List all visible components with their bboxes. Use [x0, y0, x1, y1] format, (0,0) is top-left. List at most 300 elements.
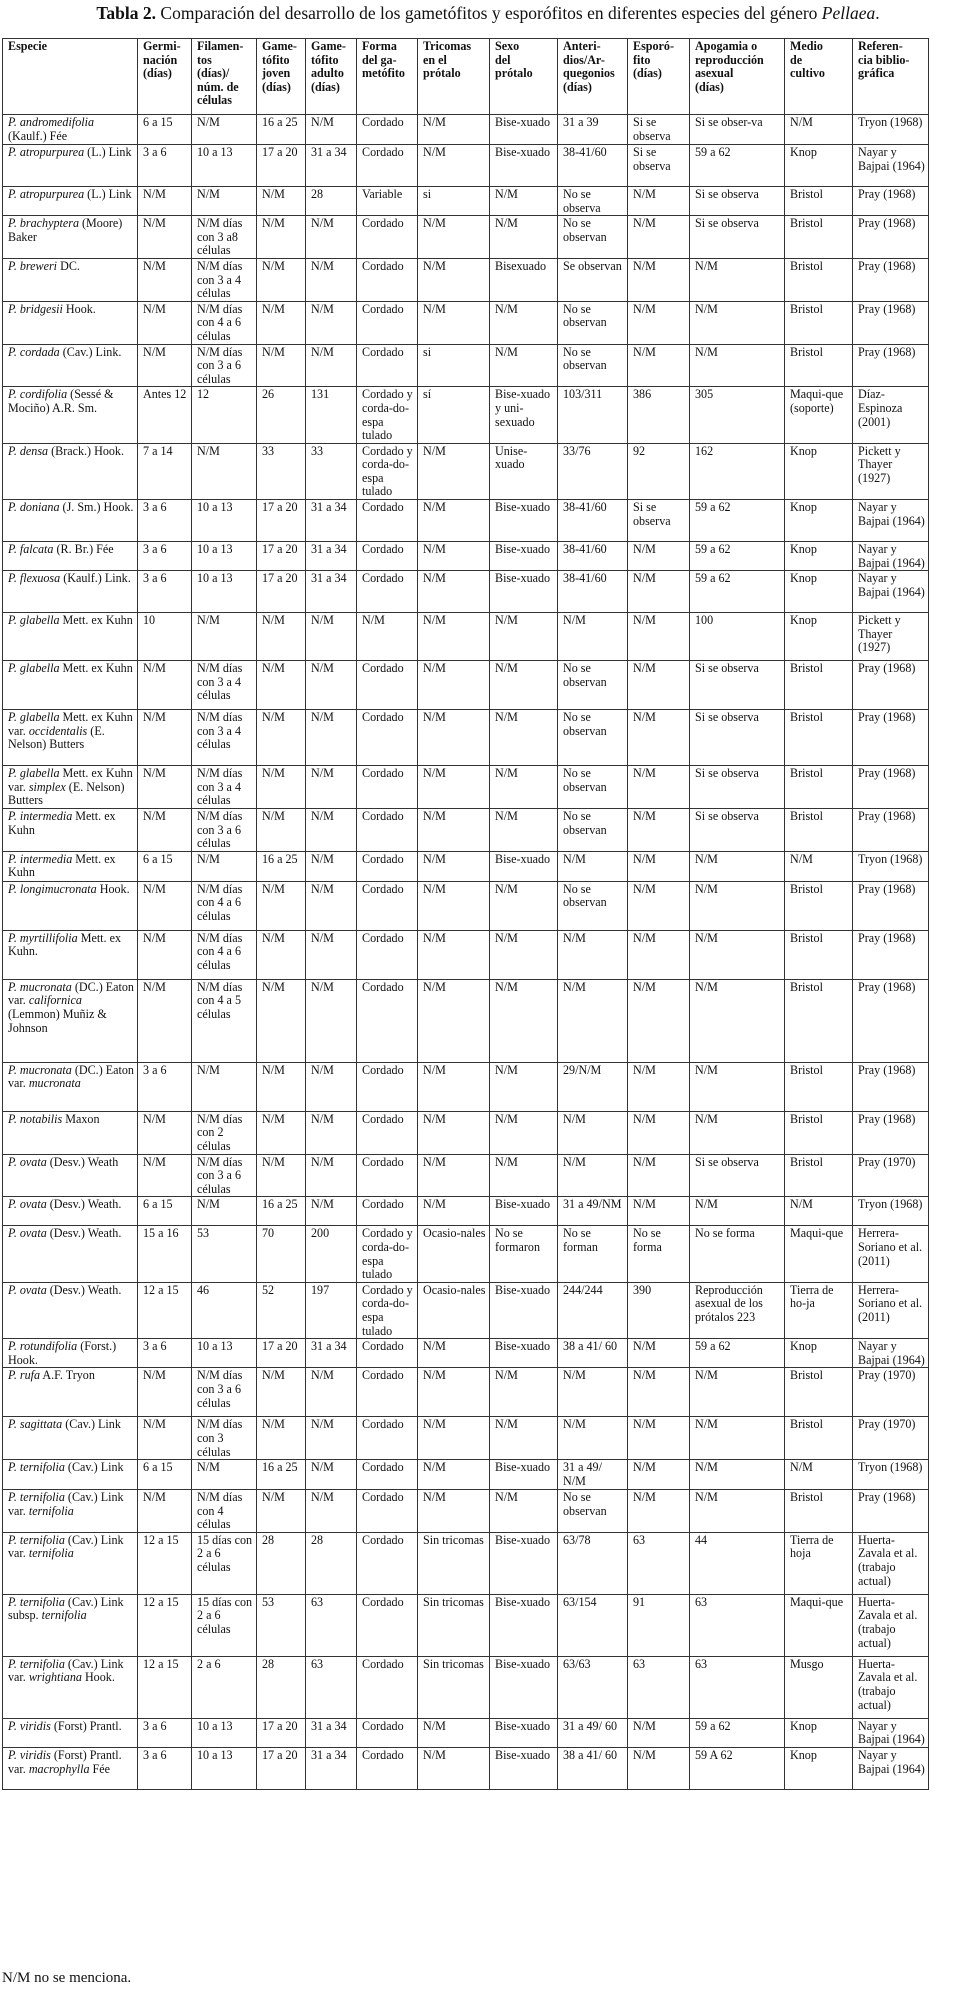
data-cell: N/M	[490, 613, 558, 661]
data-cell: 100	[690, 613, 785, 661]
data-cell: Bristol	[785, 187, 853, 216]
data-cell: 16 a 25	[257, 1197, 306, 1226]
caption-end: .	[875, 3, 880, 23]
data-cell: N/M	[490, 1154, 558, 1197]
table-row	[3, 1368, 929, 1417]
data-cell: N/M	[138, 258, 192, 301]
data-cell: Cordado	[357, 881, 418, 930]
data-cell: N/M	[138, 1368, 192, 1417]
species-author: (L.) Link	[84, 187, 132, 201]
data-cell: Nayar y Bajpai (1964)	[853, 1339, 929, 1368]
data-cell: N/M	[138, 1417, 192, 1460]
data-cell: N/M	[490, 301, 558, 344]
data-cell: 162	[690, 443, 785, 499]
species-name-italic: P. atropurpurea	[8, 187, 85, 201]
data-cell: N/M días con 4 células	[192, 1490, 257, 1533]
data-cell: N/M	[690, 1417, 785, 1460]
data-cell: 53	[257, 1594, 306, 1656]
data-cell: Ocasio-nales	[418, 1282, 490, 1338]
data-cell: Bise-xuado	[490, 145, 558, 187]
data-cell: N/M	[138, 1490, 192, 1533]
table-row	[3, 809, 929, 852]
species-author: Mett. ex Kuhn	[59, 613, 133, 628]
data-cell: Huerta-Zavala et al. (trabajo actual)	[853, 1532, 929, 1594]
data-cell: 59 a 62	[690, 500, 785, 542]
species-cell	[3, 1368, 138, 1417]
data-cell: Bristol	[785, 881, 853, 930]
species-name-italic: P. ovata	[8, 1226, 47, 1241]
data-cell: Bristol	[785, 979, 853, 1062]
data-cell: N/M	[418, 1490, 490, 1533]
species-name-italic: P. ternifolia	[8, 1656, 65, 1671]
species-author: (Desv.) Weath.	[46, 1282, 122, 1297]
data-cell: Pray (1968)	[853, 344, 929, 387]
data-cell: N/M	[138, 766, 192, 809]
data-cell: 3 a 6	[138, 145, 192, 187]
species-name-italic: P. longimucronata	[8, 881, 97, 896]
data-cell: N/M	[628, 258, 690, 301]
column-header: Medio de cultivo	[785, 39, 853, 115]
data-cell: N/M	[690, 881, 785, 930]
data-cell: N/M	[558, 1111, 628, 1154]
data-cell: N/M	[257, 301, 306, 344]
species-cell	[3, 115, 138, 145]
species-name-italic: ternifolia	[41, 1608, 87, 1623]
data-cell: Bise-xuado	[490, 1748, 558, 1790]
data-cell: No se observa	[558, 187, 628, 216]
species-cell	[3, 661, 138, 710]
data-cell: N/M	[418, 1368, 490, 1417]
data-cell: Cordado	[357, 1490, 418, 1533]
table-row	[3, 710, 929, 766]
data-cell: N/M	[418, 710, 490, 766]
species-author: (E. Nelson) Butters	[8, 723, 105, 752]
data-cell: 3 a 6	[138, 1062, 192, 1111]
data-cell: 38-41/60	[558, 500, 628, 542]
species-name-italic: P. andromedifolia	[8, 115, 95, 129]
data-cell: Knop	[785, 1718, 853, 1747]
table-row	[3, 387, 929, 443]
data-cell: Cordado	[357, 258, 418, 301]
data-cell: 12 a 15	[138, 1594, 192, 1656]
species-cell	[3, 542, 138, 571]
data-cell: 12 a 15	[138, 1532, 192, 1594]
data-cell: N/M	[138, 344, 192, 387]
data-cell: N/M	[628, 542, 690, 571]
data-cell: Knop	[785, 145, 853, 187]
data-cell: Cordado	[357, 809, 418, 852]
species-author: (Cav.) Link.	[59, 344, 122, 359]
data-cell: Pray (1968)	[853, 809, 929, 852]
species-name-italic: P. atropurpurea	[8, 145, 85, 159]
data-cell: 17 a 20	[257, 1339, 306, 1368]
data-cell: Nayar y Bajpai (1964)	[853, 1718, 929, 1747]
species-author: (Cav.) Link var.	[8, 1490, 124, 1518]
species-author: Maxon	[62, 1111, 100, 1126]
data-cell: N/M	[138, 1154, 192, 1197]
data-cell: Knop	[785, 542, 853, 571]
data-cell: N/M	[628, 301, 690, 344]
data-cell: Bise-xuado	[490, 1339, 558, 1368]
data-cell: 10 a 13	[192, 500, 257, 542]
data-cell: 197	[306, 1282, 357, 1338]
data-cell: N/M	[490, 1368, 558, 1417]
data-cell: N/M	[306, 809, 357, 852]
data-cell: Bristol	[785, 258, 853, 301]
data-cell: N/M	[138, 301, 192, 344]
species-name-italic: P. mucronata	[8, 979, 72, 994]
data-cell: N/M	[690, 979, 785, 1062]
data-cell: Cordado	[357, 1417, 418, 1460]
data-cell: 31 a 34	[306, 571, 357, 613]
data-cell: No se observan	[558, 1490, 628, 1533]
data-cell: 12	[192, 387, 257, 443]
data-cell: N/M	[418, 1339, 490, 1368]
species-name-italic: P. glabella	[8, 766, 60, 781]
data-cell: Cordado	[357, 979, 418, 1062]
data-cell: N/M	[628, 1111, 690, 1154]
data-cell: Bise-xuado	[490, 1532, 558, 1594]
species-author: (Brack.) Hook.	[48, 443, 124, 458]
data-cell: 59 A 62	[690, 1748, 785, 1790]
data-cell: N/M	[558, 979, 628, 1062]
species-cell	[3, 851, 138, 881]
data-cell: N/M	[628, 1368, 690, 1417]
table-row	[3, 216, 929, 259]
data-cell: N/M	[418, 1417, 490, 1460]
data-cell: Sin tricomas	[418, 1656, 490, 1718]
column-header: Especie	[3, 39, 138, 115]
data-cell: 63/154	[558, 1594, 628, 1656]
data-cell: Tierra de hoja	[785, 1532, 853, 1594]
data-cell: N/M	[192, 613, 257, 661]
data-cell: 33	[257, 443, 306, 499]
data-cell: Bise-xuado	[490, 1718, 558, 1747]
species-name-italic: P. viridis	[8, 1718, 51, 1733]
data-cell: N/M	[138, 710, 192, 766]
data-cell: 17 a 20	[257, 500, 306, 542]
table-row	[3, 613, 929, 661]
species-author: Hook.	[96, 881, 130, 896]
data-cell: 15 días con 2 a 6 células	[192, 1532, 257, 1594]
data-cell: N/M	[306, 1460, 357, 1490]
data-cell: No se observan	[558, 344, 628, 387]
data-cell: Cordado	[357, 1154, 418, 1197]
data-cell: Cordado	[357, 710, 418, 766]
column-header: Germi- nación (días)	[138, 39, 192, 115]
species-author: Mett. ex Kuhn var.	[8, 710, 133, 738]
data-cell: No se observan	[558, 661, 628, 710]
species-cell	[3, 443, 138, 499]
data-cell: N/M	[418, 881, 490, 930]
header-row	[3, 39, 929, 115]
data-cell: N/M	[628, 1748, 690, 1790]
data-cell: N/M	[785, 1197, 853, 1226]
data-cell: Bise-xuado	[490, 1594, 558, 1656]
species-author: (Cav.) Link subsp.	[8, 1594, 124, 1623]
data-cell: N/M	[418, 1197, 490, 1226]
data-cell: Herrera-Soriano et al. (2011)	[853, 1282, 929, 1338]
species-author: Mett. ex Kuhn	[59, 661, 133, 676]
data-cell: Cordado	[357, 1197, 418, 1226]
species-name-italic: P. ternifolia	[8, 1460, 65, 1475]
data-cell: Bristol	[785, 1417, 853, 1460]
data-cell: N/M	[306, 258, 357, 301]
data-cell: N/M	[628, 766, 690, 809]
species-author: (DC.) Eaton var.	[8, 1062, 134, 1091]
data-cell: N/M	[418, 500, 490, 542]
data-cell: N/M días con 4 a 6 células	[192, 301, 257, 344]
species-author: (Cav.) Link	[62, 1417, 121, 1432]
species-name-italic: P. bridgesii	[8, 301, 63, 316]
species-name-italic: mucronata	[28, 1076, 81, 1091]
species-author: (Desv.) Weath.	[46, 1226, 122, 1241]
table-row	[3, 766, 929, 809]
data-cell: 17 a 20	[257, 571, 306, 613]
data-cell: Bise-xuado	[490, 1282, 558, 1338]
data-cell: Bise-xuado	[490, 851, 558, 881]
data-cell: N/M	[192, 443, 257, 499]
data-cell: Bristol	[785, 301, 853, 344]
table-row	[3, 1718, 929, 1747]
species-name-italic: P. cordifolia	[8, 387, 68, 402]
species-name-italic: P. ovata	[8, 1282, 47, 1297]
data-cell: N/M	[628, 710, 690, 766]
data-cell: 3 a 6	[138, 500, 192, 542]
data-cell: 15 días con 2 a 6 células	[192, 1594, 257, 1656]
table-row	[3, 1111, 929, 1154]
table-row	[3, 1282, 929, 1338]
data-cell: N/M	[418, 766, 490, 809]
species-name-italic: P. densa	[8, 443, 49, 458]
species-cell	[3, 1594, 138, 1656]
species-author: Mett. ex Kuhn	[8, 851, 116, 880]
data-cell: 31 a 39	[558, 115, 628, 145]
data-cell: Cordado	[357, 661, 418, 710]
species-cell	[3, 1532, 138, 1594]
table-row	[3, 661, 929, 710]
data-cell: Cordado y corda-do-espa tulado	[357, 1282, 418, 1338]
species-cell	[3, 613, 138, 661]
data-cell: 26	[257, 387, 306, 443]
data-cell: N/M	[192, 187, 257, 216]
species-author: (Sessé & Mociño) A.R. Sm.	[8, 387, 114, 415]
data-cell: N/M	[628, 344, 690, 387]
species-cell	[3, 1656, 138, 1718]
footnote: N/M no se menciona.	[2, 1970, 132, 1986]
species-author: Mett. ex Kuhn var.	[8, 766, 133, 794]
data-cell: 63/78	[558, 1532, 628, 1594]
table-row	[3, 571, 929, 613]
data-cell: N/M	[628, 1154, 690, 1197]
data-cell: N/M	[257, 661, 306, 710]
table-row	[3, 1339, 929, 1368]
data-cell: No se forman	[558, 1226, 628, 1282]
table-body	[3, 115, 929, 1790]
data-cell: 10 a 13	[192, 1339, 257, 1368]
data-cell: 2 a 6	[192, 1656, 257, 1718]
species-cell	[3, 500, 138, 542]
data-cell: N/M	[306, 930, 357, 979]
data-cell: 200	[306, 1226, 357, 1282]
data-cell: N/M días con 2 células	[192, 1111, 257, 1154]
species-name-italic: P. rufa	[8, 1368, 41, 1383]
data-cell: Si se obser-va	[690, 115, 785, 145]
data-cell: N/M	[257, 766, 306, 809]
data-cell: N/M días con 3 a 4 células	[192, 661, 257, 710]
column-header: Anteri- dios/Ar- quegonios (días)	[558, 39, 628, 115]
data-cell: Knop	[785, 443, 853, 499]
species-author: (E. Nelson) Butters	[8, 779, 125, 808]
species-author: Hook.	[81, 1670, 115, 1685]
data-cell: 59 a 62	[690, 542, 785, 571]
species-author: A.F. Tryon	[40, 1368, 95, 1383]
data-cell: N/M	[628, 1339, 690, 1368]
data-cell: N/M	[418, 258, 490, 301]
data-cell: N/M	[138, 809, 192, 852]
data-cell: 31 a 34	[306, 500, 357, 542]
data-cell: Cordado	[357, 930, 418, 979]
data-cell: Nayar y Bajpai (1964)	[853, 571, 929, 613]
column-header: Game- tófito joven (días)	[257, 39, 306, 115]
column-header: Forma del ga- metófito	[357, 39, 418, 115]
data-cell: N/M	[306, 979, 357, 1062]
data-cell: 59 a 62	[690, 571, 785, 613]
data-cell: si	[418, 187, 490, 216]
data-cell: 10 a 13	[192, 145, 257, 187]
data-cell: Bise-xuado	[490, 1460, 558, 1490]
species-cell	[3, 1460, 138, 1490]
data-cell: N/M	[306, 613, 357, 661]
data-cell: 33	[306, 443, 357, 499]
column-header: Sexo del prótalo	[490, 39, 558, 115]
data-cell: Bise-xuado	[490, 1656, 558, 1718]
species-author: Fée	[89, 1761, 111, 1776]
table-row	[3, 1197, 929, 1226]
data-cell: Ocasio-nales	[418, 1226, 490, 1282]
data-cell: Musgo	[785, 1656, 853, 1718]
species-name-italic: P. ternifolia	[8, 1490, 65, 1505]
data-cell: N/M	[558, 613, 628, 661]
column-header: Filamen- tos (días)/ núm. de células	[192, 39, 257, 115]
data-cell: N/M	[418, 1748, 490, 1790]
data-cell: Pray (1968)	[853, 661, 929, 710]
comparison-table	[2, 38, 929, 1790]
species-cell	[3, 1197, 138, 1226]
table-row	[3, 881, 929, 930]
data-cell: Sin tricomas	[418, 1594, 490, 1656]
data-cell: N/M	[558, 1368, 628, 1417]
data-cell: Bristol	[785, 930, 853, 979]
data-cell: Si se observa	[628, 145, 690, 187]
species-name-italic: P. doniana	[8, 500, 60, 515]
data-cell: Sin tricomas	[418, 1532, 490, 1594]
data-cell: Cordado	[357, 766, 418, 809]
data-cell: N/M	[628, 1460, 690, 1490]
data-cell: N/M	[418, 216, 490, 259]
species-cell	[3, 1748, 138, 1790]
data-cell: N/M	[257, 979, 306, 1062]
data-cell: No se observan	[558, 809, 628, 852]
species-cell	[3, 1154, 138, 1197]
species-name-italic: P. flexuosa	[8, 571, 61, 586]
column-header: Game- tófito adulto (días)	[306, 39, 357, 115]
data-cell: N/M	[306, 1490, 357, 1533]
caption-label: Tabla 2.	[96, 3, 157, 23]
data-cell: N/M	[785, 851, 853, 881]
data-cell: 63	[628, 1532, 690, 1594]
data-cell: N/M	[690, 1062, 785, 1111]
data-cell: Pray (1968)	[853, 187, 929, 216]
data-cell: N/M días con 4 a 6 células	[192, 881, 257, 930]
species-author: (L.) Link	[84, 145, 132, 159]
data-cell: Reproducción asexual de los prótalos 223	[690, 1282, 785, 1338]
data-cell: N/M	[690, 1490, 785, 1533]
table-row	[3, 443, 929, 499]
data-cell: 59 a 62	[690, 145, 785, 187]
data-cell: Nayar y Bajpai (1964)	[853, 500, 929, 542]
data-cell: N/M	[418, 542, 490, 571]
data-cell: Cordado	[357, 500, 418, 542]
data-cell: N/M	[628, 571, 690, 613]
data-cell: N/M	[257, 881, 306, 930]
data-cell: Pray (1968)	[853, 710, 929, 766]
species-cell	[3, 387, 138, 443]
data-cell: N/M	[257, 1154, 306, 1197]
data-cell: Cordado	[357, 1460, 418, 1490]
species-author: (Cav.) Link	[64, 1460, 124, 1475]
data-cell: N/M	[192, 115, 257, 145]
data-cell: N/M	[628, 1718, 690, 1747]
data-cell: Maqui-que (soporte)	[785, 387, 853, 443]
data-cell: N/M	[785, 1460, 853, 1490]
species-cell	[3, 187, 138, 216]
data-cell: N/M	[628, 1197, 690, 1226]
data-cell: Cordado	[357, 571, 418, 613]
data-cell: 305	[690, 387, 785, 443]
data-cell: N/M	[257, 613, 306, 661]
data-cell: Huerta-Zavala et al. (trabajo actual)	[853, 1594, 929, 1656]
data-cell: 38-41/60	[558, 571, 628, 613]
data-cell: 6 a 15	[138, 115, 192, 145]
data-cell: Tryon (1968)	[853, 851, 929, 881]
data-cell: N/M	[628, 613, 690, 661]
data-cell: N/M	[306, 1368, 357, 1417]
data-cell: 31 a 49/ N/M	[558, 1460, 628, 1490]
data-cell: Cordado	[357, 1062, 418, 1111]
data-cell: N/M	[490, 1490, 558, 1533]
species-name-italic: P. viridis	[8, 1748, 51, 1763]
data-cell: 17 a 20	[257, 1748, 306, 1790]
data-cell: N/M	[138, 979, 192, 1062]
data-cell: Si se observa	[690, 809, 785, 852]
data-cell: 44	[690, 1532, 785, 1594]
data-cell: Si se observa	[690, 1154, 785, 1197]
data-cell: 244/244	[558, 1282, 628, 1338]
species-cell	[3, 809, 138, 852]
species-name-italic: simplex	[28, 779, 66, 794]
data-cell: N/M	[490, 661, 558, 710]
data-cell: N/M	[257, 344, 306, 387]
data-cell: N/M	[306, 1111, 357, 1154]
species-author: (R. Br.) Fée	[53, 542, 114, 557]
data-cell: N/M	[418, 1111, 490, 1154]
species-name-italic: P. glabella	[8, 661, 60, 676]
data-cell: N/M	[690, 851, 785, 881]
data-cell: 10 a 13	[192, 1748, 257, 1790]
data-cell: Pickett y Thayer (1927)	[853, 443, 929, 499]
data-cell: N/M	[257, 258, 306, 301]
